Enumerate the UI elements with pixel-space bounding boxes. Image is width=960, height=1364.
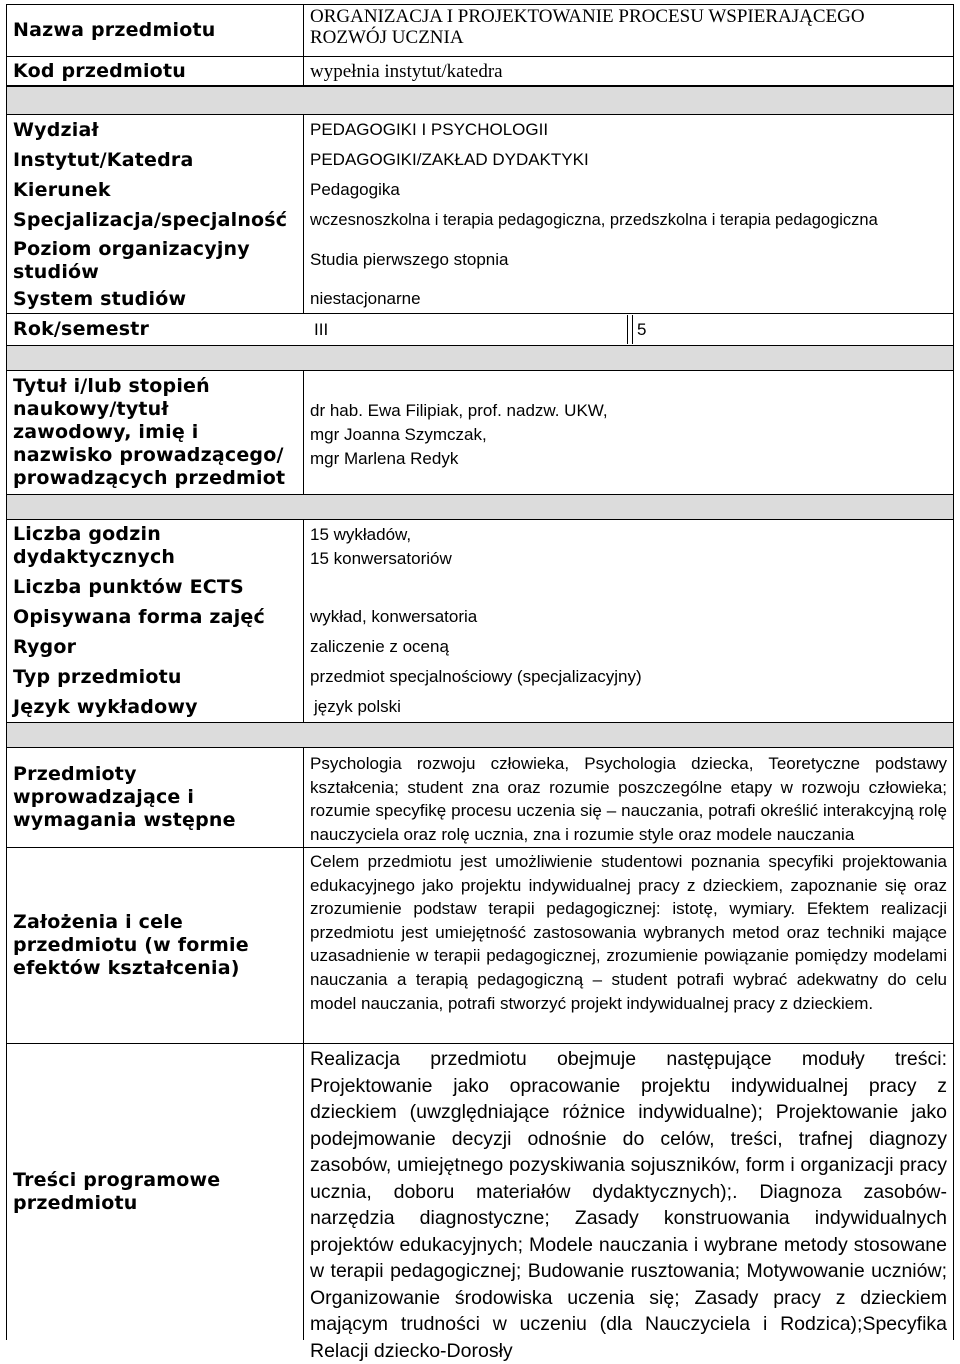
- jezyk-value: język polski: [314, 697, 401, 716]
- row-system: [6, 285, 954, 313]
- kod-value: wypełnia instytut/katedra: [310, 60, 503, 82]
- godziny-label-line-2: dydaktycznych: [13, 546, 176, 568]
- lecturer-label-line-5: prowadzących przedmiot: [13, 467, 286, 489]
- goals-label-line-2: przedmiotu (w formie: [13, 934, 249, 956]
- kierunek-label: Kierunek: [13, 178, 111, 201]
- row-instytut: [6, 145, 954, 175]
- rok-value: III: [314, 319, 329, 339]
- poziom-label-line-1: Poziom organizacyjny: [13, 238, 250, 260]
- nazwa-label: Nazwa przedmiotu: [13, 19, 216, 41]
- row-program: [6, 1044, 954, 1362]
- lecturer-label-line-3: zawodowy, imię i: [13, 421, 199, 443]
- lecturer-value-line-3: mgr Marlena Redyk: [310, 449, 459, 468]
- rygor-value: zaliczenie z oceną: [310, 637, 449, 656]
- lecturer-value-line-2: mgr Joanna Szymczak,: [310, 425, 487, 444]
- row-rok-semestr: [6, 313, 954, 345]
- prereq-label-line-3: wymagania wstępne: [13, 809, 236, 831]
- jezyk-label: Język wykładowy: [13, 695, 198, 718]
- prereq-label-line-2: wprowadzające i: [13, 786, 195, 808]
- nazwa-value-line-1: ORGANIZACJA I PROJEKTOWANIE PROCESU WSPIERAJĄCEGO: [310, 6, 865, 27]
- godziny-label-line-1: Liczba godzin: [13, 523, 161, 545]
- row-poziom: [6, 235, 954, 285]
- lecturer-label-line-4: nazwisko prowadzącego/: [13, 444, 284, 466]
- forma-value: wykład, konwersatoria: [310, 607, 478, 626]
- lecturer-value-line-1: dr hab. Ewa Filipiak, prof. nadzw. UKW,: [310, 401, 608, 420]
- wydzial-value: PEDAGOGIKI I PSYCHOLOGII: [310, 120, 549, 139]
- row-jezyk: [6, 692, 954, 722]
- system-value: niestacjonarne: [310, 289, 421, 308]
- separator-band-1: [6, 86, 954, 115]
- semestr-value: 5: [637, 319, 647, 339]
- kod-label: Kod przedmiotu: [13, 59, 186, 82]
- semestr-divider: [627, 315, 633, 344]
- specjalizacja-value: wczesnoszkolna i terapia pedagogiczna, przedszkolna i terapia pedagogiczna: [310, 211, 878, 229]
- row-rygor: [6, 632, 954, 662]
- row-nazwa: [6, 4, 954, 56]
- goals-value: Celem przedmiotu jest umożliwienie studentowi poznania specyfiki projektowania edukacyjnego jako projektu indywidualnej pracy z dzieckiem, zapoznanie się oraz zrozumienie podstaw terapii pedagogicznej: istotę, wymiary. Efektem realizacji przedmiotu jest umiejętność zastosowania wybranych metod oraz techniki mające uzasadnienie w terapii pedagogicznej, zrozumienie powiązanie pomiędzy modelami nauczania a terapią pedagogiczną – student potrafi wybrać adekwatny do celu model nauczania, potrafi stworzyć projekt indywidualnej pracy z dzieckiem.: [310, 852, 947, 1013]
- row-specjalizacja: [6, 205, 954, 235]
- prereq-label-line-1: Przedmioty: [13, 763, 137, 785]
- row-godziny: [6, 520, 954, 572]
- godziny-value-line-2: 15 konwersatoriów: [310, 549, 452, 568]
- separator-band-2: [6, 345, 954, 371]
- specjalizacja-label: Specjalizacja/specjalność: [13, 208, 288, 231]
- kierunek-value: Pedagogika: [310, 180, 400, 199]
- lecturer-label-line-2: naukowy/tytuł: [13, 398, 169, 420]
- ects-label: Liczba punktów ECTS: [13, 575, 244, 598]
- rok-label: Rok/semestr: [13, 318, 150, 340]
- lecturer-label-line-1: Tytuł i/lub stopień: [13, 375, 210, 397]
- row-kierunek: [6, 175, 954, 205]
- course-sheet: [6, 4, 954, 1362]
- typ-label: Typ przedmiotu: [13, 665, 182, 688]
- row-typ: [6, 662, 954, 692]
- system-label: System studiów: [13, 287, 187, 310]
- godziny-value-line-1: 15 wykładów,: [310, 525, 412, 544]
- goals-label-line-3: efektów kształcenia): [13, 957, 240, 979]
- wydzial-label: Wydział: [13, 118, 99, 141]
- program-value: Realizacja przedmiotu obejmuje następujące moduły treści: Projektowanie jako opracowanie projektu indywidualnej pracy z dzieckiem (uwzględniające różnice indywidualne); Projektowanie jako podejmowanie decyzji odnośnie do celów, treści, trafnej diagnozy zasobów, umiejętnego pozyskiwania sojuszników, form i organizacji pracy ucznia, doboru materiałów dydaktycznych);. Diagnoza zasobów-narzędzia diagnostyczne; Zasady konstruowania indywidualnych projektów edukacyjnych; Modele nauczania i wybrane metody stosowane w terapii pedagogicznej; Budowanie rusztowania; Motywowanie uczniów; Organizowanie środowiska uczenia się; Zasady pracy z dzieckiem mającym trudności w uczeniu (dla Nauczyciela i Rodzica);Specyfika Relacji dziecko-Dorosły: [310, 1048, 947, 1362]
- instytut-value: PEDAGOGIKI/ZAKŁAD DYDAKTYKI: [310, 150, 589, 169]
- row-wydzial: [6, 115, 954, 145]
- poziom-value: Studia pierwszego stopnia: [310, 250, 509, 269]
- rygor-label: Rygor: [13, 635, 77, 658]
- row-kod: [6, 56, 954, 86]
- row-forma: [6, 602, 954, 632]
- goals-label-line-1: Założenia i cele: [13, 911, 183, 933]
- program-label-line-2: przedmiotu: [13, 1192, 138, 1214]
- poziom-label-line-2: studiów: [13, 261, 100, 283]
- separator-band-3: [6, 494, 954, 520]
- row-lecturer: [6, 371, 954, 494]
- row-ects: [6, 572, 954, 602]
- separator-band-4: [6, 722, 954, 748]
- row-prereq: [6, 748, 954, 848]
- typ-value: przedmiot specjalnościowy (specjalizacyjny): [310, 667, 642, 686]
- forma-label: Opisywana forma zajęć: [13, 605, 265, 628]
- program-label-line-1: Treści programowe: [13, 1169, 221, 1191]
- row-goals: [6, 848, 954, 1044]
- nazwa-value-line-2: ROZWÓJ UCZNIA: [310, 27, 464, 48]
- prereq-value: Psychologia rozwoju człowieka, Psychologia dziecka, Teoretyczne podstawy kształcenia; student zna oraz rozumie poszczególne etapy w rozwoju człowieka; rozumie specyfikę procesu uczenia się – nauczania, potrafi określić interakcyjną rolę nauczyciela oraz rolę ucznia, zna i rozumie style oraz modele nauczania: [310, 754, 947, 844]
- instytut-label: Instytut/Katedra: [13, 148, 194, 171]
